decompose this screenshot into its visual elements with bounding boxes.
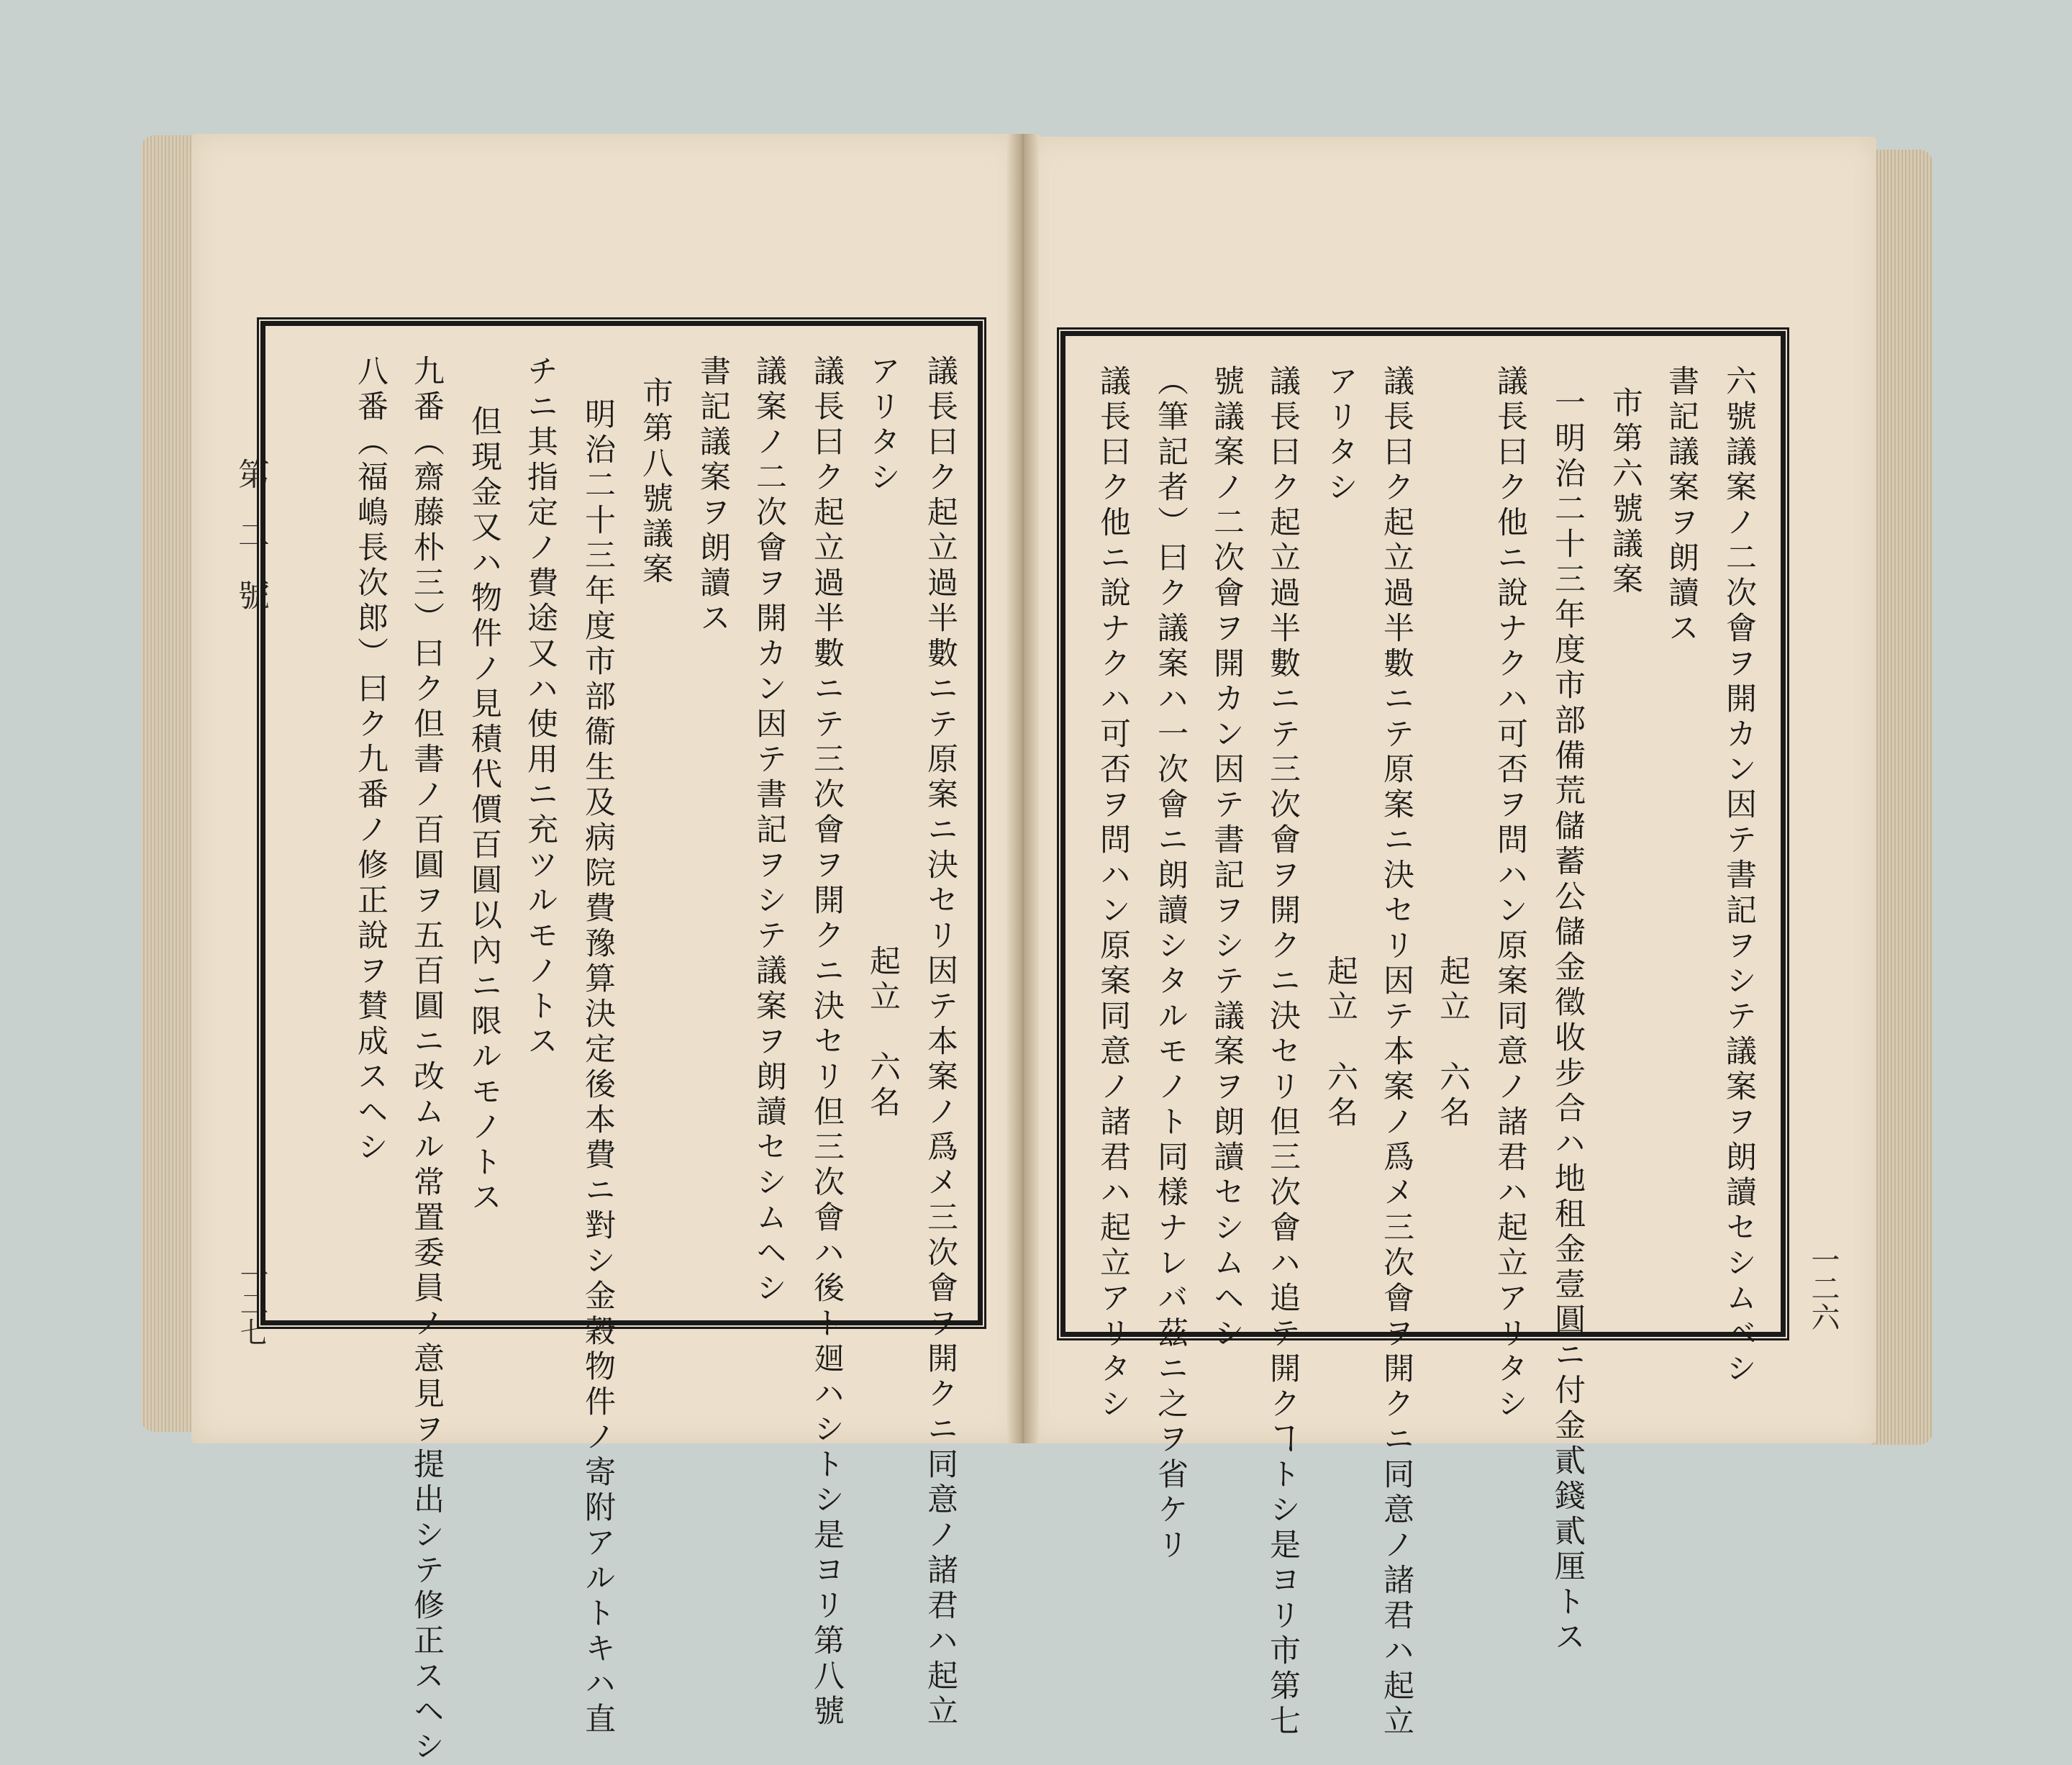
text-column: 議長曰ク起立過半數ニテ原案ニ決セリ因テ本案ノ爲メ三次會ヲ開クニ同意ノ諸君ハ起立 [1378,365,1414,1740]
text-column: 書記議案ヲ朗讀ス [1663,365,1699,647]
text-column: チニ其指定ノ費途又ハ使用ニ充ツルモノトス [522,355,558,1060]
section-marker: 第二號 [232,458,269,639]
left-page-number: 一二七 [235,1260,268,1346]
right-text-frame [1060,331,1786,1740]
text-column: アリタシ [865,355,901,496]
book-gutter [1007,134,1039,1443]
text-column: 議案ノ二次會ヲ開カン因テ書記ヲシテ議案ヲ朗讀セシムヘシ [751,355,787,1307]
page-edges-right [1871,150,1932,1445]
page-edges-left [141,135,197,1432]
left-text-frame [260,321,983,1765]
text-column: （筆記者）曰ク議案ハ一次會ニ朗讀シタルモノト同樣ナレバ茲ニ之ヲ省ケリ [1153,365,1189,1564]
text-column: アリタシ [1322,365,1358,506]
text-column: 起立 六名 [1435,955,1471,1131]
text-column: 一明治二十三年度市部備荒儲蓄公儲金徵收步合ハ地租金壹圓ニ付金貳錢貳厘トス [1550,386,1586,1656]
right-page-number: 一二六 [1807,1245,1840,1331]
text-column: 議長曰ク他ニ說ナクハ可否ヲ問ハン原案同意ノ諸君ハ起立アリタシ [1492,365,1528,1423]
text-column: 市第六號議案 [1607,386,1643,598]
text-column: 明治二十三年度市部衞生及病院費豫算決定後本費ニ對シ金穀物件ノ寄附アルトキハ直 [580,398,616,1738]
text-column: 議長曰ク起立過半數ニテ原案ニ決セリ因テ本案ノ爲メ三次會ヲ開クニ同意ノ諸君ハ起立 [922,355,958,1730]
text-column: 九番（齋藤朴三）曰ク但書ノ百圓ヲ五百圓ニ改ムル常置委員ノ意見ヲ提出シテ修正スヘシ [409,355,445,1765]
text-column: 八番（福嶋長次郎）曰ク九番ノ修正說ヲ賛成スヘシ [353,355,388,1166]
text-column: 六號議案ノ二次會ヲ開カン因テ書記ヲシテ議案ヲ朗讀セシムベシ [1721,365,1757,1387]
text-column: 議長曰ク起立過半數ニテ三次會ヲ開クニ決セリ但三次會ハ後ト廻ハシトシ是ヨリ第八號 [809,355,845,1730]
text-column: 起立 六名 [865,945,901,1121]
text-column: 但現金又ハ物件ノ見積代價百圓以內ニ限ルモノトス [466,405,502,1216]
text-column: 議長曰ク起立過半數ニテ三次會ヲ開クニ決セリ但三次會ハ追テ開クヿトシ是ヨリ市第七 [1265,365,1301,1740]
text-column: 起立 六名 [1322,955,1358,1131]
text-column: 市第八號議案 [637,376,673,588]
text-column: 書記議案ヲ朗讀ス [695,355,731,637]
text-column: 議長曰ク他ニ說ナクハ可否ヲ問ハン原案同意ノ諸君ハ起立アリタシ [1095,365,1131,1423]
text-column: 號議案ノ二次會ヲ開カン因テ書記ヲシテ議案ヲ朗讀セシムヘシ [1209,365,1245,1352]
